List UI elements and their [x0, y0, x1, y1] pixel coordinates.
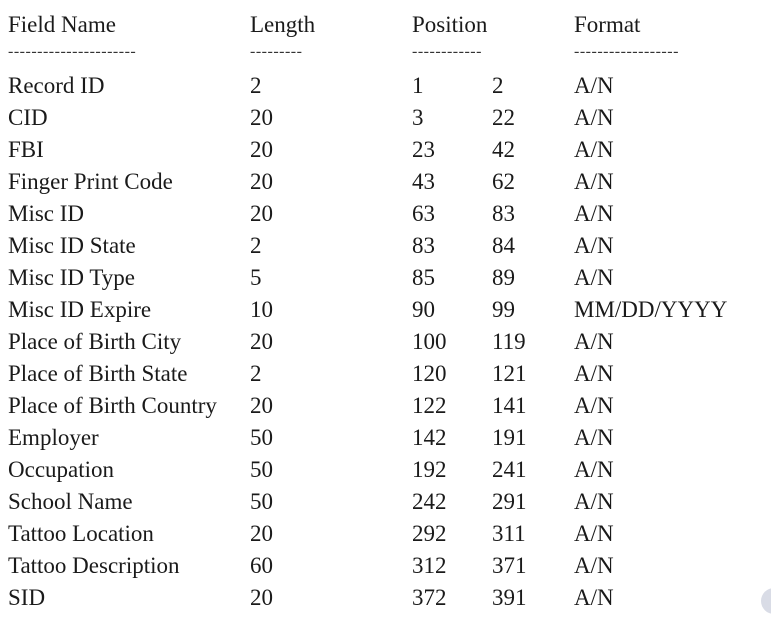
separator-length: ---------	[250, 43, 303, 60]
length-cell: 20	[250, 201, 273, 226]
field-name-cell: Occupation	[8, 457, 115, 482]
table-row	[8, 422, 768, 454]
header-field-name: Field Name	[8, 12, 116, 37]
field-name-cell: School Name	[8, 489, 133, 514]
field-name-cell: FBI	[8, 137, 44, 162]
format-cell: A/N	[574, 201, 614, 226]
length-cell: 50	[250, 489, 273, 514]
field-name-cell: Place of Birth State	[8, 361, 188, 386]
length-cell: 2	[250, 73, 262, 98]
table-row	[8, 262, 768, 294]
position-start-cell: 43	[412, 169, 435, 194]
position-start-cell: 85	[412, 265, 435, 290]
position-start-cell: 83	[412, 233, 435, 258]
length-cell: 2	[250, 361, 262, 386]
format-cell: A/N	[574, 393, 614, 418]
position-start-cell: 192	[412, 457, 447, 482]
position-end-cell: 141	[492, 393, 527, 418]
position-start-cell: 312	[412, 553, 447, 578]
format-cell: A/N	[574, 521, 614, 546]
format-cell: A/N	[574, 233, 614, 258]
format-cell: A/N	[574, 457, 614, 482]
header-row	[8, 8, 768, 42]
table-row	[8, 166, 768, 198]
position-end-cell: 291	[492, 489, 527, 514]
field-name-cell: Misc ID Type	[8, 265, 136, 290]
position-start-cell: 142	[412, 425, 447, 450]
position-start-cell: 23	[412, 137, 435, 162]
table-row	[8, 486, 768, 518]
field-name-cell: CID	[8, 105, 48, 130]
field-name-cell: Place of Birth City	[8, 329, 182, 354]
position-end-cell: 311	[492, 521, 526, 546]
table-row	[8, 582, 768, 614]
field-name-cell: Misc ID	[8, 201, 85, 226]
length-cell: 20	[250, 169, 273, 194]
format-cell: A/N	[574, 489, 614, 514]
length-cell: 60	[250, 553, 273, 578]
position-start-cell: 122	[412, 393, 447, 418]
format-cell: A/N	[574, 361, 614, 386]
format-cell: A/N	[574, 265, 614, 290]
table-row	[8, 230, 768, 262]
table-row	[8, 134, 768, 166]
format-cell: A/N	[574, 425, 614, 450]
position-end-cell: 191	[492, 425, 527, 450]
position-start-cell: 242	[412, 489, 447, 514]
separator-row	[8, 42, 768, 70]
position-end-cell: 42	[492, 137, 515, 162]
length-cell: 50	[250, 457, 273, 482]
position-start-cell: 292	[412, 521, 447, 546]
table-row	[8, 198, 768, 230]
table-row	[8, 326, 768, 358]
field-name-cell: Tattoo Location	[8, 521, 154, 546]
format-cell: MM/DD/YYYY	[574, 297, 728, 322]
header-format: Format	[574, 12, 641, 37]
field-name-cell: Misc ID Expire	[8, 297, 152, 322]
position-start-cell: 372	[412, 585, 447, 610]
position-end-cell: 99	[492, 297, 515, 322]
position-end-cell: 371	[492, 553, 527, 578]
position-end-cell: 62	[492, 169, 515, 194]
position-start-cell: 63	[412, 201, 435, 226]
header-length: Length	[250, 12, 316, 37]
length-cell: 50	[250, 425, 273, 450]
length-cell: 20	[250, 393, 273, 418]
separator-field-name: ----------------------	[8, 43, 137, 60]
field-name-cell: Tattoo Description	[8, 553, 180, 578]
length-cell: 10	[250, 297, 273, 322]
table-row	[8, 358, 768, 390]
position-end-cell: 2	[492, 73, 504, 98]
position-start-cell: 100	[412, 329, 447, 354]
position-start-cell: 120	[412, 361, 447, 386]
length-cell: 20	[250, 585, 273, 610]
format-cell: A/N	[574, 73, 614, 98]
field-name-cell: Record ID	[8, 73, 105, 98]
table-row	[8, 294, 768, 326]
length-cell: 20	[250, 329, 273, 354]
field-name-cell: Misc ID State	[8, 233, 136, 258]
table-row	[8, 390, 768, 422]
table-row	[8, 70, 768, 102]
position-end-cell: 84	[492, 233, 515, 258]
separator-format: ------------------	[574, 43, 679, 60]
length-cell: 20	[250, 521, 273, 546]
format-cell: A/N	[574, 585, 614, 610]
field-name-cell: Finger Print Code	[8, 169, 173, 194]
position-end-cell: 89	[492, 265, 515, 290]
position-start-cell: 3	[412, 105, 424, 130]
format-cell: A/N	[574, 105, 614, 130]
position-end-cell: 121	[492, 361, 527, 386]
position-end-cell: 119	[492, 329, 526, 354]
format-cell: A/N	[574, 553, 614, 578]
field-name-cell: SID	[8, 585, 46, 610]
length-cell: 20	[250, 105, 273, 130]
length-cell: 5	[250, 265, 262, 290]
format-cell: A/N	[574, 137, 614, 162]
position-end-cell: 241	[492, 457, 527, 482]
position-start-cell: 90	[412, 297, 435, 322]
position-start-cell: 1	[412, 73, 424, 98]
table-row	[8, 102, 768, 134]
field-name-cell: Employer	[8, 425, 99, 450]
table-row	[8, 454, 768, 486]
position-end-cell: 83	[492, 201, 515, 226]
field-layout-table	[8, 8, 768, 614]
position-end-cell: 22	[492, 105, 515, 130]
table-row	[8, 550, 768, 582]
length-cell: 2	[250, 233, 262, 258]
format-cell: A/N	[574, 329, 614, 354]
separator-position: ------------	[412, 43, 482, 60]
table-row	[8, 518, 768, 550]
length-cell: 20	[250, 137, 273, 162]
format-cell: A/N	[574, 169, 614, 194]
table-body	[8, 70, 768, 614]
position-end-cell: 391	[492, 585, 527, 610]
header-position: Position	[412, 12, 488, 37]
field-name-cell: Place of Birth Country	[8, 393, 217, 418]
